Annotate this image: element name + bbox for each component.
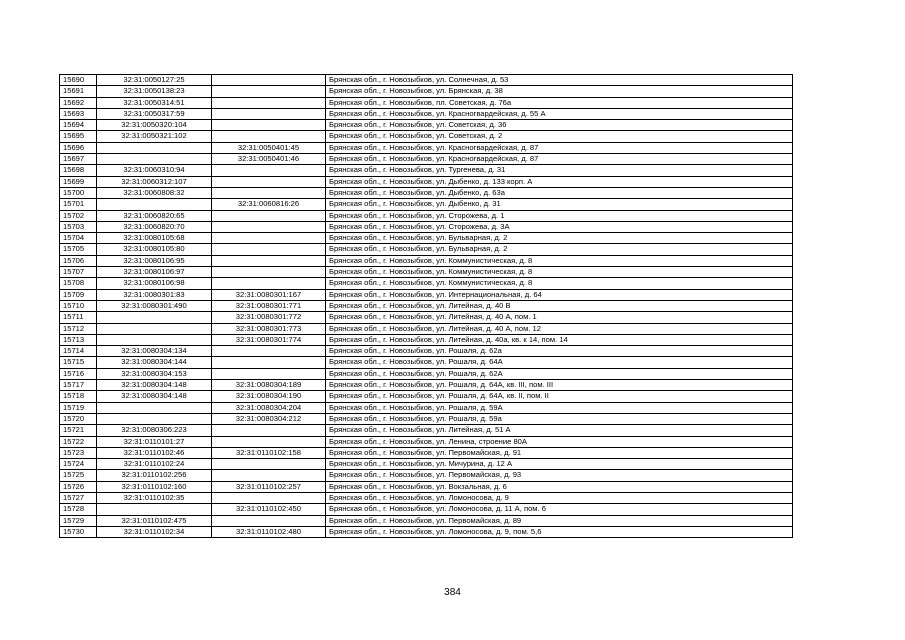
object-cadastral-number-cell bbox=[212, 108, 326, 119]
row-number-cell: 15691 bbox=[60, 86, 97, 97]
object-cadastral-number-cell: 32:31:0050401:46 bbox=[212, 154, 326, 165]
row-number-cell: 15700 bbox=[60, 187, 97, 198]
cadastral-number-cell: 32:31:0050314:51 bbox=[97, 97, 212, 108]
cadastral-number-cell bbox=[97, 334, 212, 345]
table-row bbox=[60, 357, 793, 368]
cadastral-number-cell: 32:31:0110102:46 bbox=[97, 447, 212, 458]
object-cadastral-number-cell: 32:31:0080304:190 bbox=[212, 391, 326, 402]
table-row bbox=[60, 75, 793, 86]
row-number-cell: 15697 bbox=[60, 154, 97, 165]
address-cell: Брянская обл., г. Новозыбков, ул. Солнечная, д. 53 bbox=[326, 75, 793, 86]
object-cadastral-number-cell bbox=[212, 75, 326, 86]
table-row bbox=[60, 120, 793, 131]
cadastral-number-cell: 32:31:0080304:148 bbox=[97, 391, 212, 402]
cadastral-number-cell: 32:31:0110101:27 bbox=[97, 436, 212, 447]
row-number-cell: 15694 bbox=[60, 120, 97, 131]
address-cell: Брянская обл., г. Новозыбков, ул. Дыбенко, д. 31 bbox=[326, 199, 793, 210]
object-cadastral-number-cell: 32:31:0080301:771 bbox=[212, 300, 326, 311]
object-cadastral-number-cell bbox=[212, 267, 326, 278]
cadastral-number-cell: 32:31:0110102:475 bbox=[97, 515, 212, 526]
address-cell: Брянская обл., г. Новозыбков, ул. Ломоносова, д. 9 bbox=[326, 492, 793, 503]
table-row bbox=[60, 380, 793, 391]
row-number-cell: 15693 bbox=[60, 108, 97, 119]
table-row bbox=[60, 436, 793, 447]
address-cell: Брянская обл., г. Новозыбков, ул. Тургенева, д. 31 bbox=[326, 165, 793, 176]
row-number-cell: 15701 bbox=[60, 199, 97, 210]
address-cell: Брянская обл., г. Новозыбков, ул. Советская, д. 36 bbox=[326, 120, 793, 131]
address-cell: Брянская обл., г. Новозыбков, пл. Советская, д. 76а bbox=[326, 97, 793, 108]
object-cadastral-number-cell: 32:31:0110102:257 bbox=[212, 481, 326, 492]
object-cadastral-number-cell bbox=[212, 368, 326, 379]
cadastral-number-cell: 32:31:0110102:160 bbox=[97, 481, 212, 492]
cadastral-number-cell: 32:31:0080304:144 bbox=[97, 357, 212, 368]
address-cell: Брянская обл., г. Новозыбков, ул. Ломоносова, д. 9, пом. 5,6 bbox=[326, 526, 793, 537]
object-cadastral-number-cell bbox=[212, 86, 326, 97]
table-row bbox=[60, 154, 793, 165]
address-cell: Брянская обл., г. Новозыбков, ул. Литейная, д. 51 А bbox=[326, 425, 793, 436]
cadastral-number-cell: 32:31:0080105:68 bbox=[97, 233, 212, 244]
row-number-cell: 15690 bbox=[60, 75, 97, 86]
cadastral-table bbox=[59, 74, 793, 538]
cadastral-number-cell: 32:31:0050138:23 bbox=[97, 86, 212, 97]
cadastral-number-cell: 32:31:0080106:95 bbox=[97, 255, 212, 266]
row-number-cell: 15719 bbox=[60, 402, 97, 413]
cadastral-number-cell bbox=[97, 199, 212, 210]
address-cell: Брянская обл., г. Новозыбков, ул. Первомайская, д. 89 bbox=[326, 515, 793, 526]
object-cadastral-number-cell bbox=[212, 459, 326, 470]
cadastral-number-cell bbox=[97, 504, 212, 515]
object-cadastral-number-cell bbox=[212, 470, 326, 481]
row-number-cell: 15714 bbox=[60, 346, 97, 357]
address-cell: Брянская обл., г. Новозыбков, ул. Литейная, д. 40 А, пом. 1 bbox=[326, 312, 793, 323]
address-cell: Брянская обл., г. Новозыбков, ул. Рошаля, д. 62а bbox=[326, 346, 793, 357]
table-row bbox=[60, 86, 793, 97]
table-row bbox=[60, 526, 793, 537]
object-cadastral-number-cell: 32:31:0080301:773 bbox=[212, 323, 326, 334]
table-row bbox=[60, 176, 793, 187]
row-number-cell: 15724 bbox=[60, 459, 97, 470]
address-cell: Брянская обл., г. Новозыбков, ул. Ломоносова, д. 11 А, пом. 6 bbox=[326, 504, 793, 515]
row-number-cell: 15727 bbox=[60, 492, 97, 503]
table-row bbox=[60, 267, 793, 278]
table-row bbox=[60, 334, 793, 345]
object-cadastral-number-cell bbox=[212, 176, 326, 187]
address-cell: Брянская обл., г. Новозыбков, ул. Коммунистическая, д. 8 bbox=[326, 255, 793, 266]
address-cell: Брянская обл., г. Новозыбков, ул. Рошаля, д. 64А, кв. III, пом. III bbox=[326, 380, 793, 391]
object-cadastral-number-cell: 32:31:0050401:45 bbox=[212, 142, 326, 153]
table-row bbox=[60, 312, 793, 323]
object-cadastral-number-cell bbox=[212, 244, 326, 255]
cadastral-number-cell: 32:31:0080304:134 bbox=[97, 346, 212, 357]
row-number-cell: 15699 bbox=[60, 176, 97, 187]
address-cell: Брянская обл., г. Новозыбков, ул. Красногвардейская, д. 87 bbox=[326, 142, 793, 153]
table-row bbox=[60, 300, 793, 311]
cadastral-number-cell: 32:31:0060820:70 bbox=[97, 221, 212, 232]
row-number-cell: 15692 bbox=[60, 97, 97, 108]
cadastral-number-cell bbox=[97, 402, 212, 413]
object-cadastral-number-cell bbox=[212, 436, 326, 447]
row-number-cell: 15726 bbox=[60, 481, 97, 492]
cadastral-number-cell: 32:31:0060808:32 bbox=[97, 187, 212, 198]
row-number-cell: 15723 bbox=[60, 447, 97, 458]
table-row bbox=[60, 492, 793, 503]
page-number: 384 bbox=[444, 587, 461, 598]
row-number-cell: 15725 bbox=[60, 470, 97, 481]
object-cadastral-number-cell bbox=[212, 120, 326, 131]
cadastral-number-cell: 32:31:0060820:65 bbox=[97, 210, 212, 221]
object-cadastral-number-cell: 32:31:0060816:26 bbox=[212, 199, 326, 210]
row-number-cell: 15715 bbox=[60, 357, 97, 368]
row-number-cell: 15707 bbox=[60, 267, 97, 278]
object-cadastral-number-cell bbox=[212, 165, 326, 176]
table-body bbox=[60, 75, 793, 538]
row-number-cell: 15695 bbox=[60, 131, 97, 142]
cadastral-number-cell: 32:31:0080301:83 bbox=[97, 289, 212, 300]
table-row bbox=[60, 199, 793, 210]
table-row bbox=[60, 413, 793, 424]
table-row bbox=[60, 515, 793, 526]
table-row bbox=[60, 481, 793, 492]
cadastral-number-cell bbox=[97, 413, 212, 424]
cadastral-number-cell: 32:31:0080301:490 bbox=[97, 300, 212, 311]
cadastral-number-cell bbox=[97, 154, 212, 165]
object-cadastral-number-cell bbox=[212, 187, 326, 198]
address-cell: Брянская обл., г. Новозыбков, ул. Красногвардейская, д. 55 А bbox=[326, 108, 793, 119]
row-number-cell: 15729 bbox=[60, 515, 97, 526]
row-number-cell: 15717 bbox=[60, 380, 97, 391]
address-cell: Брянская обл., г. Новозыбков, ул. Вокзальная, д. 6 bbox=[326, 481, 793, 492]
table-row bbox=[60, 108, 793, 119]
cadastral-number-cell: 32:31:0080106:97 bbox=[97, 267, 212, 278]
address-cell: Брянская обл., г. Новозыбков, ул. Литейная, д. 40 В bbox=[326, 300, 793, 311]
cadastral-number-cell: 32:31:0060310:94 bbox=[97, 165, 212, 176]
address-cell: Брянская обл., г. Новозыбков, ул. Сторожева, д. 3А bbox=[326, 221, 793, 232]
table-row bbox=[60, 470, 793, 481]
table-row bbox=[60, 131, 793, 142]
row-number-cell: 15710 bbox=[60, 300, 97, 311]
row-number-cell: 15698 bbox=[60, 165, 97, 176]
row-number-cell: 15708 bbox=[60, 278, 97, 289]
address-cell: Брянская обл., г. Новозыбков, ул. Дыбенко, д. 63а bbox=[326, 187, 793, 198]
table-row bbox=[60, 210, 793, 221]
cadastral-number-cell: 32:31:0080304:148 bbox=[97, 380, 212, 391]
cadastral-number-cell bbox=[97, 312, 212, 323]
table-row bbox=[60, 142, 793, 153]
address-cell: Брянская обл., г. Новозыбков, ул. Рошаля, д. 59А bbox=[326, 402, 793, 413]
row-number-cell: 15702 bbox=[60, 210, 97, 221]
table-row bbox=[60, 97, 793, 108]
cadastral-number-cell: 32:31:0050127:25 bbox=[97, 75, 212, 86]
table-row bbox=[60, 278, 793, 289]
row-number-cell: 15721 bbox=[60, 425, 97, 436]
object-cadastral-number-cell bbox=[212, 425, 326, 436]
cadastral-number-cell: 32:31:0080306:223 bbox=[97, 425, 212, 436]
address-cell: Брянская обл., г. Новозыбков, ул. Литейная, д. 40а, кв. к 14, пом. 14 bbox=[326, 334, 793, 345]
object-cadastral-number-cell: 32:31:0080304:189 bbox=[212, 380, 326, 391]
row-number-cell: 15705 bbox=[60, 244, 97, 255]
table-row bbox=[60, 391, 793, 402]
table-row bbox=[60, 323, 793, 334]
object-cadastral-number-cell bbox=[212, 346, 326, 357]
row-number-cell: 15711 bbox=[60, 312, 97, 323]
address-cell: Брянская обл., г. Новозыбков, ул. Сторожева, д. 1 bbox=[326, 210, 793, 221]
object-cadastral-number-cell bbox=[212, 278, 326, 289]
object-cadastral-number-cell bbox=[212, 492, 326, 503]
address-cell: Брянская обл., г. Новозыбков, ул. Рошаля, д. 62А bbox=[326, 368, 793, 379]
address-cell: Брянская обл., г. Новозыбков, ул. Дыбенко, д. 133 корп. А bbox=[326, 176, 793, 187]
cadastral-number-cell bbox=[97, 142, 212, 153]
table-row bbox=[60, 425, 793, 436]
row-number-cell: 15713 bbox=[60, 334, 97, 345]
row-number-cell: 15718 bbox=[60, 391, 97, 402]
cadastral-number-cell: 32:31:0110102:256 bbox=[97, 470, 212, 481]
row-number-cell: 15712 bbox=[60, 323, 97, 334]
address-cell: Брянская обл., г. Новозыбков, ул. Красногвардейская, д. 87 bbox=[326, 154, 793, 165]
object-cadastral-number-cell: 32:31:0110102:480 bbox=[212, 526, 326, 537]
cadastral-number-cell: 32:31:0110102:24 bbox=[97, 459, 212, 470]
row-number-cell: 15716 bbox=[60, 368, 97, 379]
address-cell: Брянская обл., г. Новозыбков, ул. Рошаля, д. 64А, кв. II, пом. II bbox=[326, 391, 793, 402]
cadastral-number-cell: 32:31:0080105:80 bbox=[97, 244, 212, 255]
cadastral-number-cell: 32:31:0050317:59 bbox=[97, 108, 212, 119]
address-cell: Брянская обл., г. Новозыбков, ул. Интернациональная, д. 64 bbox=[326, 289, 793, 300]
address-cell: Брянская обл., г. Новозыбков, ул. Литейная, д. 40 А, пом. 12 bbox=[326, 323, 793, 334]
address-cell: Брянская обл., г. Новозыбков, ул. Коммунистическая, д. 8 bbox=[326, 267, 793, 278]
row-number-cell: 15706 bbox=[60, 255, 97, 266]
object-cadastral-number-cell bbox=[212, 131, 326, 142]
row-number-cell: 15709 bbox=[60, 289, 97, 300]
table-row bbox=[60, 187, 793, 198]
table-row bbox=[60, 447, 793, 458]
address-cell: Брянская обл., г. Новозыбков, ул. Рошаля, д. 64А bbox=[326, 357, 793, 368]
address-cell: Брянская обл., г. Новозыбков, ул. Рошаля, д. 59а bbox=[326, 413, 793, 424]
address-cell: Брянская обл., г. Новозыбков, ул. Коммунистическая, д. 8 bbox=[326, 278, 793, 289]
table-row bbox=[60, 165, 793, 176]
cadastral-number-cell: 32:31:0060312:107 bbox=[97, 176, 212, 187]
address-cell: Брянская обл., г. Новозыбков, ул. Брянская, д. 38 bbox=[326, 86, 793, 97]
row-number-cell: 15722 bbox=[60, 436, 97, 447]
object-cadastral-number-cell: 32:31:0080304:204 bbox=[212, 402, 326, 413]
row-number-cell: 15704 bbox=[60, 233, 97, 244]
object-cadastral-number-cell bbox=[212, 233, 326, 244]
cadastral-number-cell: 32:31:0050320:104 bbox=[97, 120, 212, 131]
object-cadastral-number-cell: 32:31:0110102:158 bbox=[212, 447, 326, 458]
table-row bbox=[60, 233, 793, 244]
object-cadastral-number-cell bbox=[212, 357, 326, 368]
address-cell: Брянская обл., г. Новозыбков, ул. Первомайская, д. 91 bbox=[326, 447, 793, 458]
object-cadastral-number-cell bbox=[212, 255, 326, 266]
cadastral-number-cell: 32:31:0110102:35 bbox=[97, 492, 212, 503]
row-number-cell: 15696 bbox=[60, 142, 97, 153]
row-number-cell: 15728 bbox=[60, 504, 97, 515]
cadastral-number-cell: 32:31:0050321:102 bbox=[97, 131, 212, 142]
row-number-cell: 15730 bbox=[60, 526, 97, 537]
cadastral-number-cell: 32:31:0110102:34 bbox=[97, 526, 212, 537]
cadastral-number-cell: 32:31:0080304:153 bbox=[97, 368, 212, 379]
address-cell: Брянская обл., г. Новозыбков, ул. Бульварная, д. 2 bbox=[326, 233, 793, 244]
table-row bbox=[60, 244, 793, 255]
object-cadastral-number-cell: 32:31:0080301:774 bbox=[212, 334, 326, 345]
table-row bbox=[60, 346, 793, 357]
table-row bbox=[60, 368, 793, 379]
cadastral-number-cell: 32:31:0080106:98 bbox=[97, 278, 212, 289]
address-cell: Брянская обл., г. Новозыбков, ул. Советская, д. 2 bbox=[326, 131, 793, 142]
table-row bbox=[60, 289, 793, 300]
table-row bbox=[60, 221, 793, 232]
table-row bbox=[60, 504, 793, 515]
object-cadastral-number-cell: 32:31:0080304:212 bbox=[212, 413, 326, 424]
address-cell: Брянская обл., г. Новозыбков, ул. Мичурина, д. 12 А bbox=[326, 459, 793, 470]
address-cell: Брянская обл., г. Новозыбков, ул. Ленина, строение 80А bbox=[326, 436, 793, 447]
object-cadastral-number-cell bbox=[212, 221, 326, 232]
row-number-cell: 15720 bbox=[60, 413, 97, 424]
object-cadastral-number-cell bbox=[212, 515, 326, 526]
cadastral-number-cell bbox=[97, 323, 212, 334]
object-cadastral-number-cell bbox=[212, 97, 326, 108]
address-cell: Брянская обл., г. Новозыбков, ул. Первомайская, д. 93 bbox=[326, 470, 793, 481]
object-cadastral-number-cell bbox=[212, 210, 326, 221]
row-number-cell: 15703 bbox=[60, 221, 97, 232]
table-row bbox=[60, 459, 793, 470]
table-row bbox=[60, 255, 793, 266]
object-cadastral-number-cell: 32:31:0080301:167 bbox=[212, 289, 326, 300]
table-row bbox=[60, 402, 793, 413]
address-cell: Брянская обл., г. Новозыбков, ул. Бульварная, д. 2 bbox=[326, 244, 793, 255]
object-cadastral-number-cell: 32:31:0080301:772 bbox=[212, 312, 326, 323]
object-cadastral-number-cell: 32:31:0110102:450 bbox=[212, 504, 326, 515]
